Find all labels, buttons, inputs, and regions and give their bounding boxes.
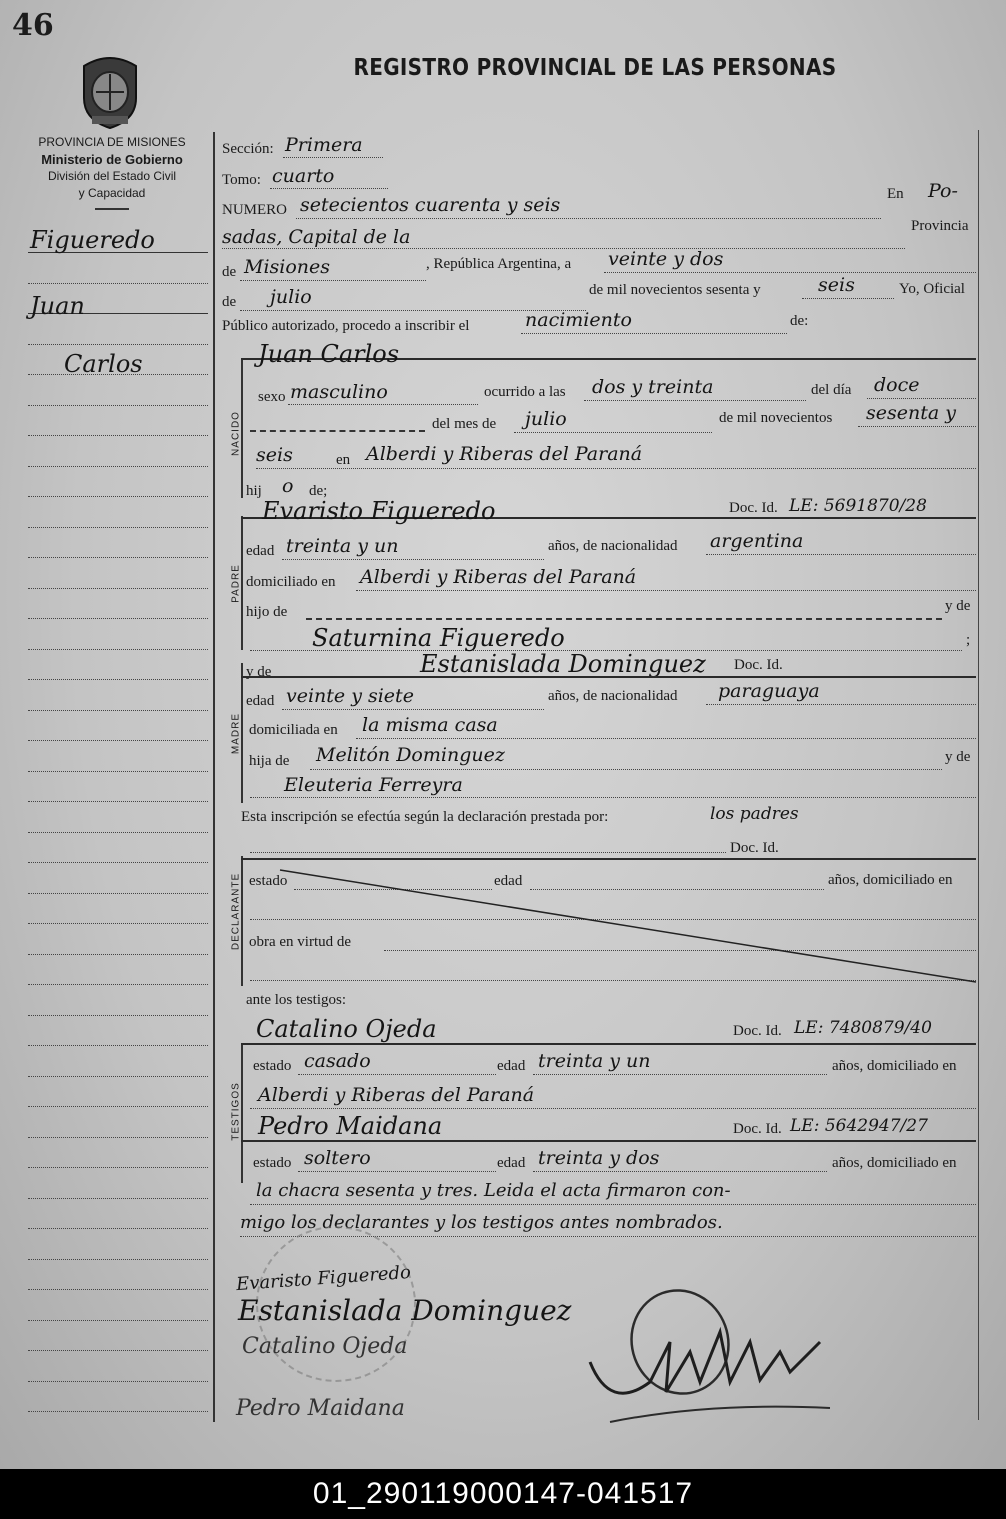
label-hij: hij (246, 483, 262, 499)
label-testigo2-estado: estado (253, 1155, 292, 1171)
value-testigo1: Catalino Ojeda (256, 1015, 437, 1043)
right-edge-line (978, 130, 979, 1420)
value-testigo1-domicilio: Alberdi y Riberas del Paraná (258, 1084, 535, 1106)
value-nombre: Juan Carlos (258, 340, 400, 368)
label-inscripcion: Esta inscripción se efectúa según la declaración prestada por: (241, 809, 609, 825)
office-rule (95, 208, 129, 210)
margin-rule-line (28, 1259, 208, 1260)
value-numero: setecientos cuarenta y seis (300, 194, 561, 216)
value-testigo1-edad: treinta y un (538, 1050, 651, 1072)
line-mes-nac (514, 432, 712, 433)
value-cierre-2: migo los declarantes y los testigos antes nombrados. (240, 1212, 723, 1233)
section-padre: PADRE (230, 564, 242, 603)
label-ocurrido: ocurrido a las (484, 384, 566, 400)
signature-testigo1: Catalino Ojeda (242, 1334, 408, 1359)
margin-rule-line (28, 1167, 208, 1168)
value-testigo1-doc: LE: 7480879/40 (794, 1018, 932, 1038)
margin-rule-line (28, 649, 208, 650)
line-lugar-nac (256, 468, 976, 469)
line-madre-domicilio (356, 738, 976, 739)
label-madre-edad: edad (246, 693, 275, 709)
line-hija-de (310, 769, 942, 770)
label-del-mes: del mes de (432, 416, 497, 432)
value-cierre-1: la chacra sesenta y tres. Leida el acta firmaron con- (256, 1180, 731, 1201)
margin-rule-line (28, 1045, 208, 1046)
label-del-dia: del día (811, 382, 852, 398)
value-mes-nac: julio (525, 408, 567, 430)
label-hija-de: hija de (249, 753, 290, 769)
value-lugar-nac: Alberdi y Riberas del Paraná (366, 443, 643, 465)
line-dia-nac (867, 398, 976, 399)
label-numero: NUMERO (222, 202, 288, 218)
page-number: 46 (12, 8, 54, 43)
value-padre-edad: treinta y un (286, 535, 399, 557)
label-publico: Público autorizado, procedo a inscribir el (222, 318, 470, 334)
label-testigo1-edad: edad (497, 1058, 526, 1074)
line-padre-edad (282, 559, 544, 560)
value-madre-nac: paraguaya (718, 680, 820, 702)
line-anio-registro (802, 298, 894, 299)
value-testigo1-estado: casado (304, 1050, 371, 1072)
line-tomo (270, 188, 388, 189)
margin-rule-line (28, 1198, 208, 1199)
margin-rule-line (28, 1350, 208, 1351)
value-en-ciudad: Po- (928, 180, 958, 202)
label-ante-testigos: ante los testigos: (246, 992, 346, 1008)
label-y-de-madre: y de (246, 664, 272, 680)
margin-rule-line (28, 1076, 208, 1077)
margin-rule-line (28, 771, 208, 772)
label-testigo2-edad: edad (497, 1155, 526, 1171)
line-testigo2-edad (533, 1171, 827, 1172)
label-provincia: Provincia (911, 218, 969, 234)
margin-rule-line (28, 984, 208, 985)
value-anio-registro: seis (818, 274, 855, 296)
rule-madre-top (241, 676, 976, 678)
line-padre-nac (706, 554, 976, 555)
value-dia-nac: doce (874, 374, 920, 396)
margin-rule-line (28, 679, 208, 680)
margin-rule-line (28, 344, 208, 345)
margin-rule-line (28, 496, 208, 497)
signature-padre: Evaristo Figueredo (235, 1261, 412, 1296)
line-blank-nac (250, 430, 425, 432)
label-mil-novecientos: de mil novecientos (719, 410, 833, 426)
line-cierre-1 (250, 1204, 976, 1205)
signature-testigo2: Pedro Maidana (236, 1396, 405, 1421)
margin-rule-line (28, 954, 208, 955)
label-sexo: sexo (258, 389, 286, 405)
line-testigo1-estado (298, 1074, 496, 1075)
margin-first-name: Juan (30, 292, 85, 320)
line-madre-edad (282, 709, 544, 710)
line-ciudad (222, 248, 905, 249)
office-ministry: Ministerio de Gobierno (41, 152, 183, 167)
value-sexo: masculino (290, 381, 388, 403)
label-yo-oficial: Yo, Oficial (899, 281, 965, 297)
label-en: En (887, 186, 904, 202)
line-numero (296, 218, 881, 219)
value-madre-edad: veinte y siete (286, 685, 414, 707)
margin-rule-line (28, 1228, 208, 1229)
label-y-de-padre: y de (945, 598, 971, 614)
line-acto (521, 333, 787, 334)
value-testigo2-estado: soltero (304, 1147, 371, 1169)
value-abuela-paterna: Saturnina Figueredo (312, 624, 565, 652)
value-padre: Evaristo Figueredo (262, 497, 496, 525)
value-madre-domicilio: la misma casa (362, 714, 498, 736)
value-mes-registro: julio (270, 286, 312, 308)
label-en-lugar: en (336, 452, 351, 468)
label-y-de-hija: y de (945, 749, 971, 765)
document-id-footer: 01_290119000147-041517 (0, 1469, 1006, 1519)
line-abuela-materna (250, 797, 976, 798)
office-block (12, 134, 212, 210)
margin-rule-line (28, 923, 208, 924)
line-declarante-name (250, 852, 726, 853)
margin-rule-line (28, 1411, 208, 1412)
margin-divider (213, 132, 215, 1422)
value-testigo2-doc: LE: 5642947/27 (790, 1116, 928, 1136)
value-abuela-materna: Eleuteria Ferreyra (284, 774, 463, 796)
margin-rule-line (28, 893, 208, 894)
value-acto: nacimiento (525, 309, 632, 331)
label-padre-domicilio: domiciliado en (246, 574, 336, 590)
margin-second-name: Carlos (64, 350, 143, 378)
value-hij-suffix: o (282, 475, 294, 497)
value-dia-registro: veinte y dos (608, 248, 724, 270)
margin-rule-line (28, 527, 208, 528)
margin-rule-line (28, 618, 208, 619)
value-hora: dos y treinta (592, 376, 714, 398)
label-obra: obra en virtud de (249, 934, 352, 950)
label-declarante-anos-dom: años, domiciliado en (828, 872, 953, 888)
value-anio-nac2: seis (256, 444, 293, 466)
rule-testigo2 (241, 1140, 976, 1142)
line-anio-nac (858, 426, 976, 427)
label-declarante-doc: Doc. Id. (730, 840, 779, 856)
label-madre-anos-nac: años, de nacionalidad (548, 688, 678, 704)
value-abuelo-materno: Melitón Dominguez (316, 744, 505, 766)
label-testigo1-estado: estado (253, 1058, 292, 1074)
signature-madre: Estanislada Dominguez (238, 1294, 572, 1327)
margin-rule-line (28, 1137, 208, 1138)
label-testigo2-anos-dom: años, domiciliado en (832, 1155, 957, 1171)
label-de-mes: de (222, 294, 237, 310)
label-padre-edad: edad (246, 543, 275, 559)
line-testigo1-edad (533, 1074, 827, 1075)
margin-rule-line (28, 740, 208, 741)
margin-rule-line (28, 1320, 208, 1321)
value-madre: Estanislada Dominguez (420, 650, 706, 678)
label-testigo1-doc: Doc. Id. (733, 1023, 782, 1039)
section-nacido: NACIDO (230, 411, 242, 456)
line-hijo-de (306, 618, 942, 620)
label-seccion: Sección: (222, 141, 274, 157)
value-anio-nac1: sesenta y (866, 402, 956, 424)
label-testigo1-anos-dom: años, domiciliado en (832, 1058, 957, 1074)
label-de-colon: de: (790, 313, 809, 329)
value-testigo2-edad: treinta y dos (538, 1147, 660, 1169)
section-declarante: DECLARANTE (230, 872, 242, 951)
margin-rule-line (28, 1289, 208, 1290)
provincial-seal-icon (78, 52, 142, 130)
line-hora (584, 400, 806, 401)
label-republica: , República Argentina, a (426, 256, 572, 272)
margin-rule-line (28, 466, 208, 467)
label-de-semi: de; (309, 483, 328, 499)
value-padre-doc: LE: 5691870/28 (789, 496, 927, 516)
label-mil-novecientos-sesenta: de mil novecientos sesenta y (589, 282, 761, 298)
line-seccion (283, 157, 383, 158)
declarante-strike-line (250, 858, 980, 988)
office-province: PROVINCIA DE MISIONES (38, 135, 186, 149)
page-title: REGISTRO PROVINCIAL DE LAS PERSONAS (353, 53, 837, 81)
section-madre: MADRE (230, 712, 242, 755)
margin-rule-line (28, 405, 208, 406)
line-padre-domicilio (356, 590, 976, 591)
label-hijo-de: hijo de (246, 604, 288, 620)
office-division: División del Estado Civil (47, 169, 177, 183)
label-tomo: Tomo: (222, 172, 261, 188)
label-madre-doc: Doc. Id. (734, 657, 783, 673)
value-padre-nac: argentina (710, 530, 804, 552)
line-provincia (240, 280, 426, 281)
rule-testigo1 (241, 1043, 976, 1045)
margin-rule-line (28, 557, 208, 558)
margin-rule-line (28, 1015, 208, 1016)
value-seccion: Primera (285, 134, 363, 156)
margin-rule-line (28, 1381, 208, 1382)
value-ciudad-cont: sadas, Capital de la (222, 226, 411, 248)
label-de-provincia: de (222, 264, 237, 280)
margin-rule-line (28, 801, 208, 802)
margin-rule-line (28, 862, 208, 863)
label-declarante-edad: edad (494, 873, 523, 889)
label-testigo2-doc: Doc. Id. (733, 1121, 782, 1137)
label-declarante-estado: estado (249, 873, 288, 889)
margin-rule-line (28, 1106, 208, 1107)
official-signature-icon (570, 1282, 850, 1442)
margin-rule-line (28, 283, 208, 284)
value-declarante: los padres (710, 804, 799, 824)
label-semicolon: ; (966, 632, 971, 648)
label-padre-doc: Doc. Id. (729, 500, 778, 516)
office-capacity: y Capacidad (78, 186, 146, 200)
margin-rule-line (28, 832, 208, 833)
margin-rule-line (28, 435, 208, 436)
value-padre-domicilio: Alberdi y Riberas del Paraná (360, 566, 637, 588)
section-testigos: TESTIGOS (230, 1082, 242, 1141)
margin-surname: Figueredo (30, 226, 155, 254)
value-tomo: cuarto (272, 165, 335, 187)
line-madre-nac (706, 704, 976, 705)
line-sexo (288, 404, 478, 405)
line-testigo2-estado (298, 1171, 496, 1172)
label-padre-anos-nac: años, de nacionalidad (548, 538, 678, 554)
value-provincia: Misiones (244, 256, 331, 278)
label-madre-domicilio: domiciliada en (249, 722, 338, 738)
margin-rule-line (28, 710, 208, 711)
line-testigo1-domicilio (250, 1108, 976, 1109)
value-testigo2: Pedro Maidana (258, 1112, 443, 1140)
margin-rule-line (28, 588, 208, 589)
line-dia-registro (604, 272, 976, 273)
